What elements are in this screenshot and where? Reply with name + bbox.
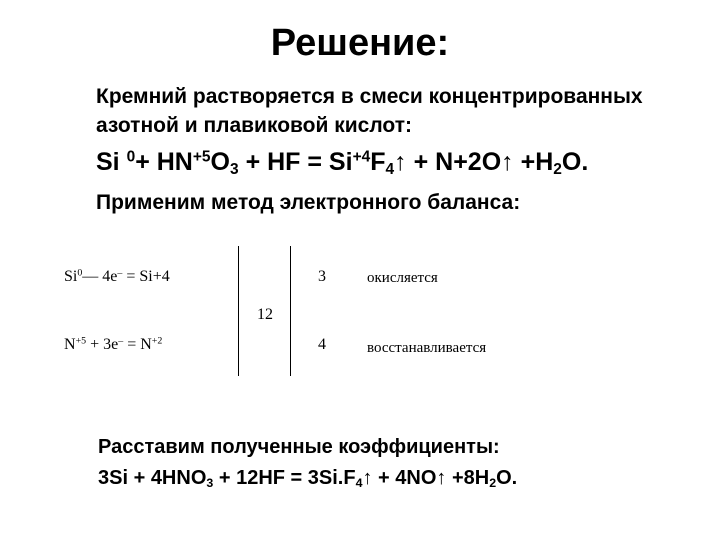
eq-part: + HF = Si <box>238 148 353 176</box>
intro-line-2: азотной и плавиковой кислот: <box>96 114 412 137</box>
eq-subscript: 4 <box>385 160 395 178</box>
reaction-equation <box>96 148 588 177</box>
hr-part: N <box>64 336 76 353</box>
eq-part: 3Si + 4HNO <box>98 467 207 489</box>
balanced-equation <box>98 463 517 494</box>
eq-part: ↑ + 4NO↑ +8H <box>362 467 490 489</box>
hr-charge: – <box>118 335 124 347</box>
half-reaction-oxidation <box>64 268 170 286</box>
least-common-multiple: 12 <box>257 306 273 323</box>
eq-part: + HN <box>135 148 193 176</box>
eq-oxidation-state: +5 <box>192 148 211 166</box>
eq-subscript: 2 <box>553 160 562 178</box>
method-text: Применим метод электронного баланса: <box>96 191 521 214</box>
hr-charge: 0 <box>77 267 83 279</box>
eq-oxidation-state: 0 <box>126 148 136 166</box>
coefficients-block <box>98 432 517 494</box>
hr-part: = N <box>123 336 152 353</box>
eq-part: F <box>370 148 386 176</box>
half-reaction-reduction <box>64 336 162 354</box>
intro-line-1: Кремний растворяется в смеси концентрированных <box>96 85 643 108</box>
coefficient-oxidation: 3 <box>318 268 326 285</box>
hr-part: Si <box>64 268 78 285</box>
eq-part: ↑ + N+2O↑ +H <box>394 148 554 176</box>
eq-part: O. <box>496 467 518 489</box>
label-reduction: восстанавливается <box>367 340 487 356</box>
eq-part: Si <box>96 148 127 176</box>
eq-subscript: 2 <box>489 476 497 491</box>
eq-part: O <box>210 148 230 176</box>
balance-divider-left <box>238 246 239 376</box>
hr-part: + 3e <box>86 336 119 353</box>
eq-oxidation-state: +4 <box>352 148 371 166</box>
intro-text <box>96 82 643 140</box>
slide-title: Решение: <box>270 22 450 64</box>
hr-charge: +5 <box>75 335 87 347</box>
eq-subscript: 3 <box>230 160 239 178</box>
eq-part: + 12HF = 3Si.F <box>213 467 356 489</box>
eq-subscript: 3 <box>206 476 214 491</box>
eq-part: O. <box>561 148 589 176</box>
hr-charge: – <box>117 267 123 279</box>
balance-divider-right <box>290 246 291 376</box>
coefficients-intro: Расставим полученные коэффициенты: <box>98 436 500 458</box>
hr-part: = Si+4 <box>122 268 170 285</box>
eq-subscript: 4 <box>355 476 363 491</box>
hr-charge: +2 <box>151 335 163 347</box>
label-oxidation: окисляется <box>367 270 438 286</box>
hr-part: — 4e <box>82 268 118 285</box>
coefficient-reduction: 4 <box>318 336 326 353</box>
